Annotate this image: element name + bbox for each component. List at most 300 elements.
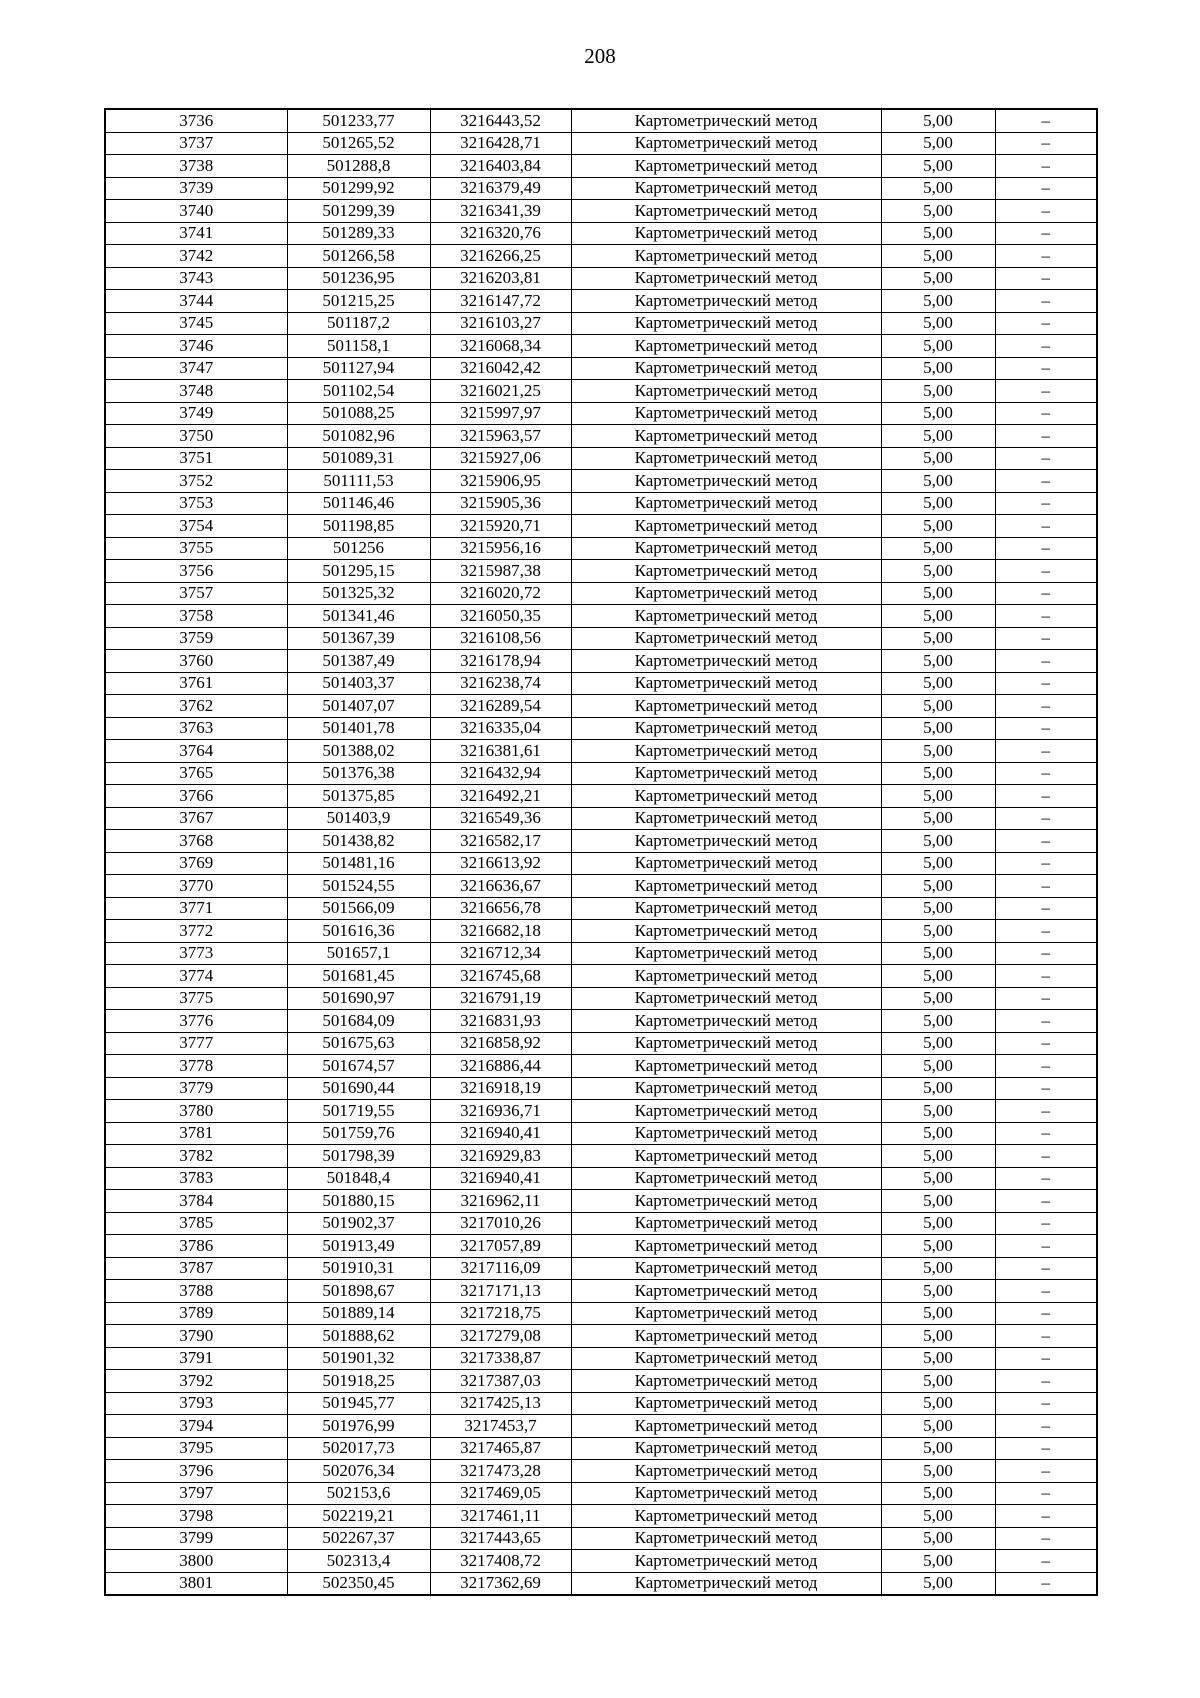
point-number-cell: 3767 — [105, 807, 287, 830]
table-row — [105, 447, 1097, 470]
method-cell: Картометрический метод — [571, 1460, 881, 1483]
table-row — [105, 492, 1097, 515]
point-number-cell: 3781 — [105, 1122, 287, 1145]
method-cell: Картометрический метод — [571, 177, 881, 200]
x-coordinate-cell: 501111,53 — [287, 470, 430, 493]
accuracy-cell: 5,00 — [881, 717, 995, 740]
x-coordinate-cell: 501088,25 — [287, 402, 430, 425]
accuracy-cell: 5,00 — [881, 560, 995, 583]
point-number-cell: 3751 — [105, 447, 287, 470]
description-cell: – — [995, 1257, 1097, 1280]
x-coordinate-cell: 501266,58 — [287, 245, 430, 268]
y-coordinate-cell: 3216289,54 — [430, 695, 571, 718]
accuracy-cell: 5,00 — [881, 875, 995, 898]
method-cell: Картометрический метод — [571, 965, 881, 988]
x-coordinate-cell: 501880,15 — [287, 1190, 430, 1213]
accuracy-cell: 5,00 — [881, 515, 995, 538]
method-cell: Картометрический метод — [571, 1505, 881, 1528]
description-cell: – — [995, 1032, 1097, 1055]
point-number-cell: 3798 — [105, 1505, 287, 1528]
y-coordinate-cell: 3217461,11 — [430, 1505, 571, 1528]
method-cell: Картометрический метод — [571, 425, 881, 448]
x-coordinate-cell: 501295,15 — [287, 560, 430, 583]
y-coordinate-cell: 3216042,42 — [430, 357, 571, 380]
x-coordinate-cell: 501913,49 — [287, 1235, 430, 1258]
accuracy-cell: 5,00 — [881, 537, 995, 560]
method-cell: Картометрический метод — [571, 1302, 881, 1325]
x-coordinate-cell: 501901,32 — [287, 1347, 430, 1370]
accuracy-cell: 5,00 — [881, 1010, 995, 1033]
x-coordinate-cell: 501367,39 — [287, 627, 430, 650]
point-number-cell: 3765 — [105, 762, 287, 785]
x-coordinate-cell: 501256 — [287, 537, 430, 560]
point-number-cell: 3784 — [105, 1190, 287, 1213]
x-coordinate-cell: 501215,25 — [287, 290, 430, 313]
point-number-cell: 3761 — [105, 672, 287, 695]
x-coordinate-cell: 501719,55 — [287, 1100, 430, 1123]
table-row — [105, 785, 1097, 808]
description-cell: – — [995, 875, 1097, 898]
description-cell: – — [995, 582, 1097, 605]
x-coordinate-cell: 501798,39 — [287, 1145, 430, 1168]
table-row — [105, 762, 1097, 785]
description-cell: – — [995, 1167, 1097, 1190]
method-cell: Картометрический метод — [571, 807, 881, 830]
description-cell: – — [995, 1572, 1097, 1595]
point-number-cell: 3755 — [105, 537, 287, 560]
y-coordinate-cell: 3217010,26 — [430, 1212, 571, 1235]
accuracy-cell: 5,00 — [881, 1460, 995, 1483]
table-row — [105, 1572, 1097, 1595]
table-row — [105, 650, 1097, 673]
method-cell: Картометрический метод — [571, 1370, 881, 1393]
description-cell: – — [995, 1122, 1097, 1145]
description-cell: – — [995, 222, 1097, 245]
method-cell: Картометрический метод — [571, 717, 881, 740]
table-row — [105, 470, 1097, 493]
table-row — [105, 695, 1097, 718]
point-number-cell: 3742 — [105, 245, 287, 268]
table-row — [105, 987, 1097, 1010]
description-cell: – — [995, 672, 1097, 695]
table-row — [105, 1302, 1097, 1325]
description-cell: – — [995, 897, 1097, 920]
coordinates-table-body — [105, 109, 1097, 1595]
point-number-cell: 3763 — [105, 717, 287, 740]
x-coordinate-cell: 501657,1 — [287, 942, 430, 965]
method-cell: Картометрический метод — [571, 132, 881, 155]
point-number-cell: 3778 — [105, 1055, 287, 1078]
point-number-cell: 3748 — [105, 380, 287, 403]
y-coordinate-cell: 3216492,21 — [430, 785, 571, 808]
accuracy-cell: 5,00 — [881, 245, 995, 268]
method-cell: Картометрический метод — [571, 1280, 881, 1303]
table-row — [105, 897, 1097, 920]
x-coordinate-cell: 501976,99 — [287, 1415, 430, 1438]
y-coordinate-cell: 3215987,38 — [430, 560, 571, 583]
x-coordinate-cell: 501089,31 — [287, 447, 430, 470]
description-cell: – — [995, 740, 1097, 763]
table-row — [105, 1100, 1097, 1123]
accuracy-cell: 5,00 — [881, 1145, 995, 1168]
point-number-cell: 3736 — [105, 109, 287, 132]
table-row — [105, 807, 1097, 830]
accuracy-cell: 5,00 — [881, 807, 995, 830]
table-row — [105, 1392, 1097, 1415]
x-coordinate-cell: 501674,57 — [287, 1055, 430, 1078]
y-coordinate-cell: 3215956,16 — [430, 537, 571, 560]
method-cell: Картометрический метод — [571, 312, 881, 335]
description-cell: – — [995, 650, 1097, 673]
y-coordinate-cell: 3217469,05 — [430, 1482, 571, 1505]
y-coordinate-cell: 3217443,65 — [430, 1527, 571, 1550]
method-cell: Картометрический метод — [571, 942, 881, 965]
accuracy-cell: 5,00 — [881, 109, 995, 132]
accuracy-cell: 5,00 — [881, 312, 995, 335]
method-cell: Картометрический метод — [571, 1550, 881, 1573]
method-cell: Картометрический метод — [571, 1257, 881, 1280]
table-row — [105, 109, 1097, 132]
description-cell: – — [995, 560, 1097, 583]
x-coordinate-cell: 501288,8 — [287, 155, 430, 178]
method-cell: Картометрический метод — [571, 897, 881, 920]
point-number-cell: 3758 — [105, 605, 287, 628]
point-number-cell: 3779 — [105, 1077, 287, 1100]
method-cell: Картометрический метод — [571, 627, 881, 650]
y-coordinate-cell: 3217218,75 — [430, 1302, 571, 1325]
x-coordinate-cell: 501945,77 — [287, 1392, 430, 1415]
y-coordinate-cell: 3216021,25 — [430, 380, 571, 403]
x-coordinate-cell: 502267,37 — [287, 1527, 430, 1550]
description-cell: – — [995, 1415, 1097, 1438]
x-coordinate-cell: 501102,54 — [287, 380, 430, 403]
description-cell: – — [995, 987, 1097, 1010]
table-row — [105, 1212, 1097, 1235]
method-cell: Картометрический метод — [571, 1032, 881, 1055]
method-cell: Картометрический метод — [571, 650, 881, 673]
description-cell: – — [995, 1100, 1097, 1123]
description-cell: – — [995, 1212, 1097, 1235]
x-coordinate-cell: 501566,09 — [287, 897, 430, 920]
description-cell: – — [995, 717, 1097, 740]
x-coordinate-cell: 501341,46 — [287, 605, 430, 628]
y-coordinate-cell: 3216656,78 — [430, 897, 571, 920]
method-cell: Картометрический метод — [571, 335, 881, 358]
point-number-cell: 3771 — [105, 897, 287, 920]
accuracy-cell: 5,00 — [881, 852, 995, 875]
description-cell: – — [995, 492, 1097, 515]
point-number-cell: 3741 — [105, 222, 287, 245]
y-coordinate-cell: 3216068,34 — [430, 335, 571, 358]
point-number-cell: 3789 — [105, 1302, 287, 1325]
table-row — [105, 245, 1097, 268]
table-row — [105, 965, 1097, 988]
method-cell: Картометрический метод — [571, 1437, 881, 1460]
x-coordinate-cell: 501387,49 — [287, 650, 430, 673]
y-coordinate-cell: 3217057,89 — [430, 1235, 571, 1258]
method-cell: Картометрический метод — [571, 200, 881, 223]
point-number-cell: 3790 — [105, 1325, 287, 1348]
x-coordinate-cell: 501403,37 — [287, 672, 430, 695]
accuracy-cell: 5,00 — [881, 1392, 995, 1415]
accuracy-cell: 5,00 — [881, 1235, 995, 1258]
point-number-cell: 3801 — [105, 1572, 287, 1595]
y-coordinate-cell: 3217171,13 — [430, 1280, 571, 1303]
table-row — [105, 1370, 1097, 1393]
x-coordinate-cell: 501889,14 — [287, 1302, 430, 1325]
x-coordinate-cell: 501690,44 — [287, 1077, 430, 1100]
point-number-cell: 3745 — [105, 312, 287, 335]
accuracy-cell: 5,00 — [881, 222, 995, 245]
y-coordinate-cell: 3216918,19 — [430, 1077, 571, 1100]
description-cell: – — [995, 785, 1097, 808]
x-coordinate-cell: 502076,34 — [287, 1460, 430, 1483]
y-coordinate-cell: 3216443,52 — [430, 109, 571, 132]
x-coordinate-cell: 501918,25 — [287, 1370, 430, 1393]
table-row — [105, 1167, 1097, 1190]
table-row — [105, 267, 1097, 290]
method-cell: Картометрический метод — [571, 1235, 881, 1258]
accuracy-cell: 5,00 — [881, 1347, 995, 1370]
accuracy-cell: 5,00 — [881, 672, 995, 695]
y-coordinate-cell: 3215963,57 — [430, 425, 571, 448]
method-cell: Картометрический метод — [571, 492, 881, 515]
table-row — [105, 515, 1097, 538]
accuracy-cell: 5,00 — [881, 920, 995, 943]
y-coordinate-cell: 3216712,34 — [430, 942, 571, 965]
method-cell: Картометрический метод — [571, 1392, 881, 1415]
description-cell: – — [995, 965, 1097, 988]
description-cell: – — [995, 155, 1097, 178]
x-coordinate-cell: 501127,94 — [287, 357, 430, 380]
method-cell: Картометрический метод — [571, 537, 881, 560]
y-coordinate-cell: 3216050,35 — [430, 605, 571, 628]
method-cell: Картометрический метод — [571, 1145, 881, 1168]
x-coordinate-cell: 501233,77 — [287, 109, 430, 132]
description-cell: – — [995, 1392, 1097, 1415]
y-coordinate-cell: 3216831,93 — [430, 1010, 571, 1033]
description-cell: – — [995, 1325, 1097, 1348]
accuracy-cell: 5,00 — [881, 335, 995, 358]
y-coordinate-cell: 3216886,44 — [430, 1055, 571, 1078]
point-number-cell: 3794 — [105, 1415, 287, 1438]
accuracy-cell: 5,00 — [881, 1077, 995, 1100]
table-row — [105, 875, 1097, 898]
accuracy-cell: 5,00 — [881, 1415, 995, 1438]
x-coordinate-cell: 501759,76 — [287, 1122, 430, 1145]
y-coordinate-cell: 3216929,83 — [430, 1145, 571, 1168]
method-cell: Картометрический метод — [571, 852, 881, 875]
point-number-cell: 3762 — [105, 695, 287, 718]
description-cell: – — [995, 1302, 1097, 1325]
x-coordinate-cell: 501438,82 — [287, 830, 430, 853]
point-number-cell: 3792 — [105, 1370, 287, 1393]
method-cell: Картометрический метод — [571, 830, 881, 853]
method-cell: Картометрический метод — [571, 1167, 881, 1190]
point-number-cell: 3799 — [105, 1527, 287, 1550]
y-coordinate-cell: 3216940,41 — [430, 1122, 571, 1145]
description-cell: – — [995, 1527, 1097, 1550]
accuracy-cell: 5,00 — [881, 1122, 995, 1145]
accuracy-cell: 5,00 — [881, 492, 995, 515]
point-number-cell: 3785 — [105, 1212, 287, 1235]
accuracy-cell: 5,00 — [881, 380, 995, 403]
x-coordinate-cell: 501187,2 — [287, 312, 430, 335]
method-cell: Картометрический метод — [571, 1122, 881, 1145]
point-number-cell: 3793 — [105, 1392, 287, 1415]
method-cell: Картометрический метод — [571, 1325, 881, 1348]
accuracy-cell: 5,00 — [881, 470, 995, 493]
y-coordinate-cell: 3216381,61 — [430, 740, 571, 763]
point-number-cell: 3800 — [105, 1550, 287, 1573]
table-row — [105, 672, 1097, 695]
method-cell: Картометрический метод — [571, 222, 881, 245]
description-cell: – — [995, 290, 1097, 313]
accuracy-cell: 5,00 — [881, 987, 995, 1010]
description-cell: – — [995, 605, 1097, 628]
point-number-cell: 3738 — [105, 155, 287, 178]
point-number-cell: 3787 — [105, 1257, 287, 1280]
method-cell: Картометрический метод — [571, 245, 881, 268]
table-row — [105, 605, 1097, 628]
description-cell: – — [995, 627, 1097, 650]
accuracy-cell: 5,00 — [881, 1482, 995, 1505]
y-coordinate-cell: 3216940,41 — [430, 1167, 571, 1190]
method-cell: Картометрический метод — [571, 290, 881, 313]
coordinates-table — [104, 108, 1098, 1596]
description-cell: – — [995, 245, 1097, 268]
point-number-cell: 3753 — [105, 492, 287, 515]
y-coordinate-cell: 3217473,28 — [430, 1460, 571, 1483]
description-cell: – — [995, 852, 1097, 875]
accuracy-cell: 5,00 — [881, 830, 995, 853]
accuracy-cell: 5,00 — [881, 132, 995, 155]
table-row — [105, 380, 1097, 403]
description-cell: – — [995, 267, 1097, 290]
table-row — [105, 1010, 1097, 1033]
accuracy-cell: 5,00 — [881, 897, 995, 920]
table-row — [105, 357, 1097, 380]
accuracy-cell: 5,00 — [881, 1550, 995, 1573]
y-coordinate-cell: 3216613,92 — [430, 852, 571, 875]
table-row — [105, 830, 1097, 853]
method-cell: Картометрический метод — [571, 380, 881, 403]
accuracy-cell: 5,00 — [881, 695, 995, 718]
point-number-cell: 3782 — [105, 1145, 287, 1168]
method-cell: Картометрический метод — [571, 447, 881, 470]
accuracy-cell: 5,00 — [881, 290, 995, 313]
method-cell: Картометрический метод — [571, 1572, 881, 1595]
x-coordinate-cell: 501684,09 — [287, 1010, 430, 1033]
y-coordinate-cell: 3217116,09 — [430, 1257, 571, 1280]
table-row — [105, 1145, 1097, 1168]
point-number-cell: 3775 — [105, 987, 287, 1010]
table-row — [105, 1055, 1097, 1078]
description-cell: – — [995, 470, 1097, 493]
description-cell: – — [995, 1482, 1097, 1505]
accuracy-cell: 5,00 — [881, 155, 995, 178]
x-coordinate-cell: 501407,07 — [287, 695, 430, 718]
point-number-cell: 3766 — [105, 785, 287, 808]
accuracy-cell: 5,00 — [881, 1527, 995, 1550]
table-row — [105, 425, 1097, 448]
accuracy-cell: 5,00 — [881, 605, 995, 628]
point-number-cell: 3747 — [105, 357, 287, 380]
point-number-cell: 3756 — [105, 560, 287, 583]
method-cell: Картометрический метод — [571, 515, 881, 538]
x-coordinate-cell: 502350,45 — [287, 1572, 430, 1595]
y-coordinate-cell: 3216238,74 — [430, 672, 571, 695]
accuracy-cell: 5,00 — [881, 650, 995, 673]
point-number-cell: 3776 — [105, 1010, 287, 1033]
accuracy-cell: 5,00 — [881, 1167, 995, 1190]
y-coordinate-cell: 3215927,06 — [430, 447, 571, 470]
x-coordinate-cell: 501681,45 — [287, 965, 430, 988]
accuracy-cell: 5,00 — [881, 965, 995, 988]
table-row — [105, 402, 1097, 425]
x-coordinate-cell: 501675,63 — [287, 1032, 430, 1055]
method-cell: Картометрический метод — [571, 402, 881, 425]
accuracy-cell: 5,00 — [881, 740, 995, 763]
method-cell: Картометрический метод — [571, 1347, 881, 1370]
y-coordinate-cell: 3217425,13 — [430, 1392, 571, 1415]
method-cell: Картометрический метод — [571, 1010, 881, 1033]
x-coordinate-cell: 501082,96 — [287, 425, 430, 448]
method-cell: Картометрический метод — [571, 762, 881, 785]
y-coordinate-cell: 3216335,04 — [430, 717, 571, 740]
x-coordinate-cell: 501325,32 — [287, 582, 430, 605]
table-row — [105, 1527, 1097, 1550]
accuracy-cell: 5,00 — [881, 762, 995, 785]
x-coordinate-cell: 501376,38 — [287, 762, 430, 785]
table-row — [105, 1347, 1097, 1370]
method-cell: Картометрический метод — [571, 582, 881, 605]
y-coordinate-cell: 3217465,87 — [430, 1437, 571, 1460]
y-coordinate-cell: 3215920,71 — [430, 515, 571, 538]
y-coordinate-cell: 3216636,67 — [430, 875, 571, 898]
y-coordinate-cell: 3215997,97 — [430, 402, 571, 425]
y-coordinate-cell: 3216403,84 — [430, 155, 571, 178]
accuracy-cell: 5,00 — [881, 1032, 995, 1055]
x-coordinate-cell: 501299,92 — [287, 177, 430, 200]
x-coordinate-cell: 501848,4 — [287, 1167, 430, 1190]
point-number-cell: 3769 — [105, 852, 287, 875]
accuracy-cell: 5,00 — [881, 267, 995, 290]
x-coordinate-cell: 501198,85 — [287, 515, 430, 538]
point-number-cell: 3795 — [105, 1437, 287, 1460]
method-cell: Картометрический метод — [571, 875, 881, 898]
method-cell: Картометрический метод — [571, 1415, 881, 1438]
accuracy-cell: 5,00 — [881, 200, 995, 223]
description-cell: – — [995, 920, 1097, 943]
method-cell: Картометрический метод — [571, 672, 881, 695]
x-coordinate-cell: 501299,39 — [287, 200, 430, 223]
point-number-cell: 3744 — [105, 290, 287, 313]
x-coordinate-cell: 502017,73 — [287, 1437, 430, 1460]
table-row — [105, 740, 1097, 763]
x-coordinate-cell: 501401,78 — [287, 717, 430, 740]
x-coordinate-cell: 501902,37 — [287, 1212, 430, 1235]
point-number-cell: 3783 — [105, 1167, 287, 1190]
method-cell: Картометрический метод — [571, 1077, 881, 1100]
table-row — [105, 1077, 1097, 1100]
point-number-cell: 3796 — [105, 1460, 287, 1483]
table-row — [105, 1460, 1097, 1483]
table-row — [105, 200, 1097, 223]
description-cell: – — [995, 1055, 1097, 1078]
table-row — [105, 852, 1097, 875]
description-cell: – — [995, 762, 1097, 785]
